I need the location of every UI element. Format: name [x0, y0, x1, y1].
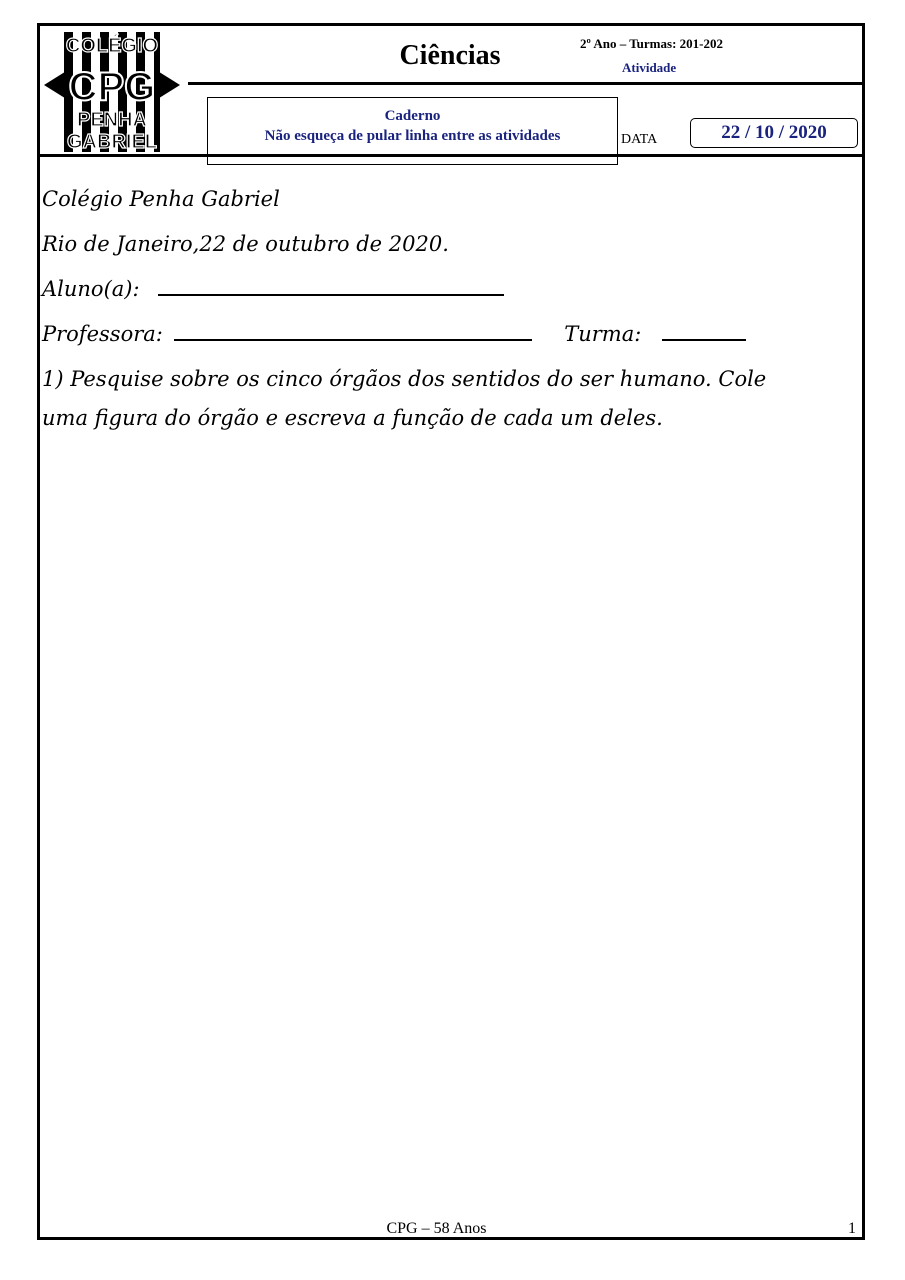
class-blank[interactable] [662, 321, 746, 341]
school-name: Colégio Penha Gabriel [42, 187, 280, 211]
notebook-note-box [207, 97, 618, 165]
footer-text: CPG – 58 Anos [386, 1220, 487, 1237]
logo-right-arrow [156, 70, 180, 100]
activity-label: Atividade [622, 60, 677, 75]
footer-line-left [40, 1237, 366, 1238]
logo-left-arrow [44, 70, 68, 100]
logo-text-bottom2: GABRIEL [67, 131, 157, 153]
date-label: DATA [621, 132, 658, 147]
header-divider-top [188, 82, 865, 85]
teacher-class-line [42, 321, 864, 347]
student-name-blank[interactable] [158, 276, 504, 296]
footer-line-right [507, 1237, 834, 1238]
logo-text-top: COLÉGIO [65, 35, 159, 57]
teacher-name-blank[interactable] [174, 321, 532, 341]
question-line-2: uma figura do órgão e escreva a função de cada um deles. [42, 406, 663, 430]
logo-text-bottom1: PENHA [76, 109, 148, 131]
place-date: Rio de Janeiro,22 de outubro de 2020. [42, 232, 449, 256]
page-number: 1 [848, 1220, 856, 1237]
teacher-label: Professora: [42, 322, 163, 346]
logo-text-middle: CPG [68, 65, 156, 109]
subject-title: Ciências [399, 40, 501, 71]
date-value: 22 / 10 / 2020 [690, 118, 858, 148]
question-line-1: 1) Pesquise sobre os cinco órgãos dos sentidos do ser humano. Cole [42, 367, 767, 391]
note-title: Caderno [384, 108, 441, 124]
note-text: Não esqueça de pular linha entre as atividades [264, 128, 561, 144]
grade-classes: 2º Ano – Turmas: 201-202 [580, 36, 723, 51]
school-logo [42, 30, 182, 154]
class-label: Turma: [564, 322, 642, 346]
student-label: Aluno(a): [42, 277, 140, 301]
student-line [42, 276, 864, 302]
